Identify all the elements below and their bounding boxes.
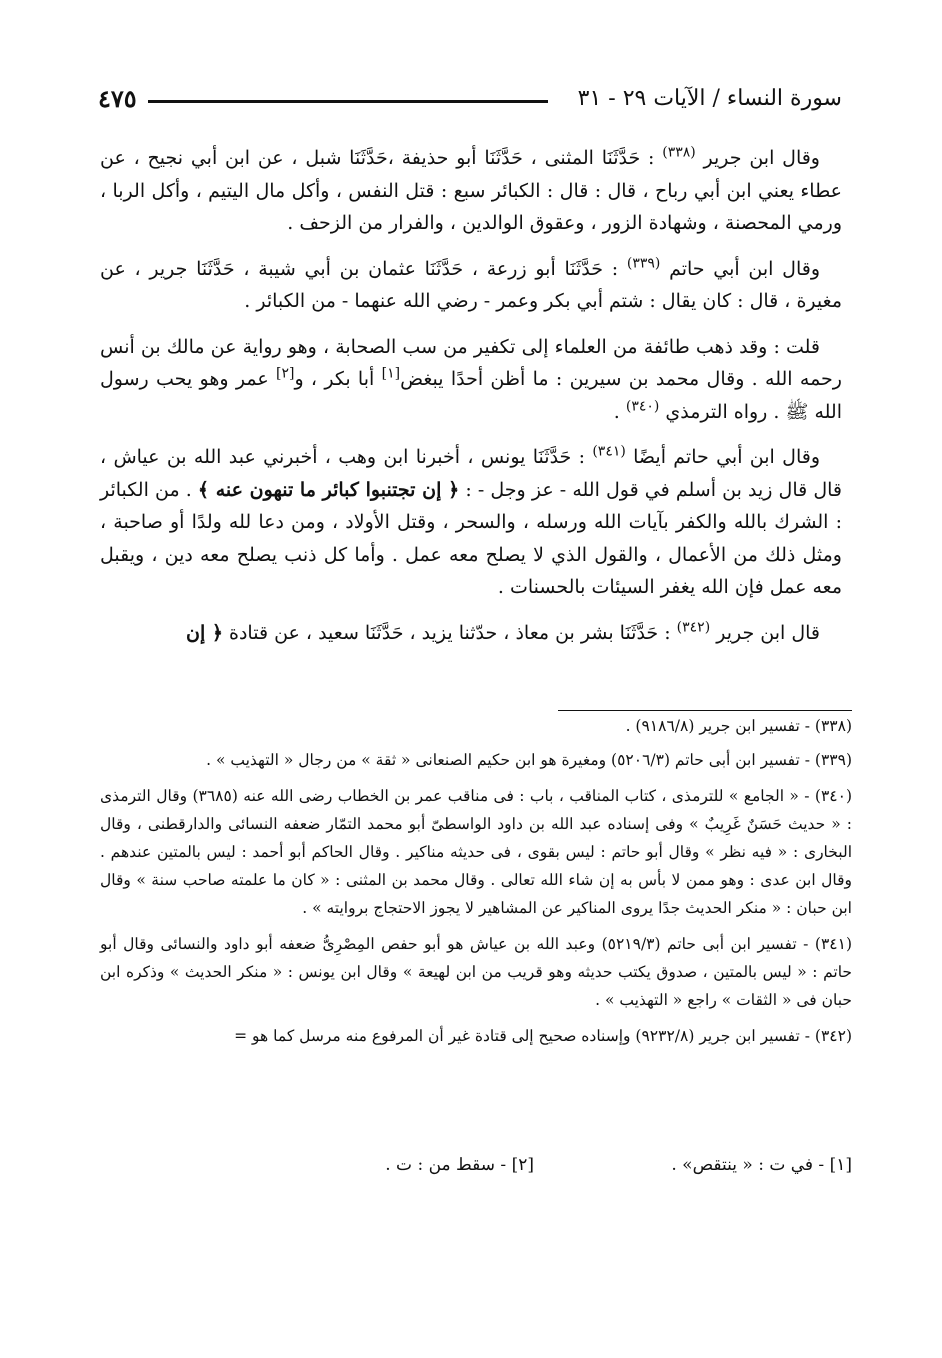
footnote-341: (٣٤١) - تفسير ابن أبى حاتم (٥٢١٩/٣) وعبد الله بن عياش هو أبو حفص المِصْرِىُّ ضعفه أبو داود والنسائى وقال أبو حاتم : « ليس بالمتين ، صدوق يكتب حديثه وهو قريب من ابن لهيعة » وقال ابن يونس : « منكر الحديث » وذكره ابن حبان فى « الثقات » راجع « التهذيب » . bbox=[100, 935, 853, 1009]
paragraph-text: وقال ابن جرير bbox=[695, 147, 820, 169]
paragraph-text: أبا بكر ، و bbox=[294, 368, 382, 390]
variant-note-1: [١] - في ت : « ينتقص» . bbox=[671, 1155, 852, 1175]
quran-verse: ﴿ إن bbox=[185, 621, 223, 644]
paragraph-text: . من الكبائر : الشرك بالله والكفر بآيات الله ورسله ، والسحر ، وقتل الأولاد ، ومن دعا لله ولدًا أو صاحبة ، ومثل ذلك من الأعمال ، والقول الذي لا يصلح معه عمل . وأما كل ذنب يصلح معه دين ، ويقبل معه عمل فإن الله يغفر السيئات بالحسنات . bbox=[100, 478, 842, 598]
footnote-ref: (٣٣٨) bbox=[662, 144, 696, 161]
footnote-rule bbox=[558, 710, 852, 711]
paragraph-ibn-abi-hatim-339 bbox=[100, 253, 842, 318]
paragraph-text: وقال ابن أبي حاتم أيضًا bbox=[625, 446, 820, 468]
footnote-342: (٣٤٢) - تفسير ابن جرير (٩٢٣٢/٨) وإسناده صحيح إلى قتادة غير أن المرفوع منه مرسل كما هو = bbox=[234, 1027, 852, 1045]
paragraph-text: : حَدَّثَنَا المثنى ، حَدَّثَنَا أبو حذيفة ،حَدَّثَنَا شبل ، عن ابن أبي نجيح ، عن عطاء يعني ابن أبي رباح ، قال : قال : الكبائر سبع : قتل النفس ، وأكل مال اليتيم ، وأكل الربا ، ورمي المحصنة ، وشهادة الزور ، وعقوق الوالدين ، والفرار من الزحف . bbox=[100, 147, 842, 234]
footnote-338: (٣٣٨) - تفسير ابن جرير (٩١٨٦/٨) . bbox=[625, 717, 852, 735]
page-header bbox=[98, 78, 842, 118]
footnotes bbox=[100, 712, 852, 1058]
variant-ref: [٢] bbox=[275, 365, 295, 382]
paragraph-ibn-jarir-342 bbox=[100, 617, 842, 650]
quran-verse: ﴿ إن تجتنبوا كبائر ما تنهون عنه ﴾ bbox=[197, 478, 460, 501]
paragraph-text: : حَدَّثَنَا يونس ، أخبرنا ابن وهب ، أخبرني عبد الله بن عياش ، قال قال زيد بن أسلم في قول الله - عز وجل - : bbox=[100, 446, 843, 501]
variant-ref: [١] bbox=[381, 365, 401, 382]
paragraph-ibn-abi-hatim-341 bbox=[100, 441, 842, 604]
paragraph-text: قلت : وقد ذهب طائفة من العلماء إلى تكفير من سب الصحابة ، وهو رواية عن مالك بن أنس رحمه الله . وقال محمد بن سيرين : ما أظن أحدًا يبغض bbox=[100, 335, 842, 390]
running-title: سورة النساء / الآيات ٢٩ - ٣١ bbox=[577, 86, 842, 111]
paragraph-text: وقال ابن أبي حاتم bbox=[660, 257, 820, 280]
page-number: ٤٧٥ bbox=[98, 84, 137, 113]
footnote-340: (٣٤٠) - « الجامع » للترمذى ، كتاب المناقب ، باب : فى مناقب عمر بن الخطاب رضى الله عنه (٣٦٨٥) وقال الترمذى : « حديث حَسَنٌ غَرِيبٌ » وفى إسناده عبد الله بن داود الواسطىّ أبو محمد التمّار ضعفه النسائى والدارقطنى ، وقال البخارى : « فيه نظر » وقال أبو حاتم : ليس بقوى ، فى حديثه مناكير . وقال الحاكم أبو أحمد : ليس بالمتين عندهم . وقال ابن عدى : وهو ممن لا بأس به إن شاء الله تعالى . وقال محمد بن المثنى : « كان ما علمته صاحب سنة » وقال ابن حبان : « منكر الحديث جدًا يروى المناكير عن المشاهير لا يجوز الاحتجاج بروايته » . bbox=[100, 787, 852, 917]
main-text bbox=[100, 142, 842, 653]
paragraph-text: قال ابن جرير bbox=[710, 621, 820, 644]
paragraph-text: . bbox=[613, 400, 626, 423]
paragraph-text: : حَدَّثَنَا أبو زرعة ، حَدَّثَنَا عثمان بن أبي شيبة ، حَدَّثَنَا جرير ، عن مغيرة ، قال : كان يقال : شتم أبي بكر وعمر - رضي الله عنهما - من الكبائر . bbox=[100, 257, 842, 312]
paragraph-commentary-340 bbox=[100, 331, 842, 429]
footnote-ref: (٣٣٩) bbox=[626, 255, 661, 272]
footnote-ref: (٣٤١) bbox=[592, 443, 626, 460]
footnote-ref: (٣٤٢) bbox=[676, 619, 711, 636]
footnote-339: (٣٣٩) - تفسير ابن أبى حاتم (٥٢٠٦/٣) ومغيرة هو ابن حكيم الصنعانى « ثقة » من رجال « التهذيب » . bbox=[206, 751, 852, 769]
variant-note-2: [٢] - سقط من : ت . bbox=[385, 1155, 534, 1175]
header-rule bbox=[148, 100, 548, 103]
paragraph-ibn-jarir-338 bbox=[100, 142, 842, 240]
footnote-ref: (٣٤٠) bbox=[625, 398, 660, 415]
paragraph-text: عمر وهو يحب رسول الله ﷺ . رواه الترمذي bbox=[100, 368, 842, 423]
paragraph-text: : حَدَّثَنَا بشر بن معاذ ، حدّثنا يزيد ، حَدَّثَنَا سعيد ، عن قتادة bbox=[222, 621, 677, 644]
